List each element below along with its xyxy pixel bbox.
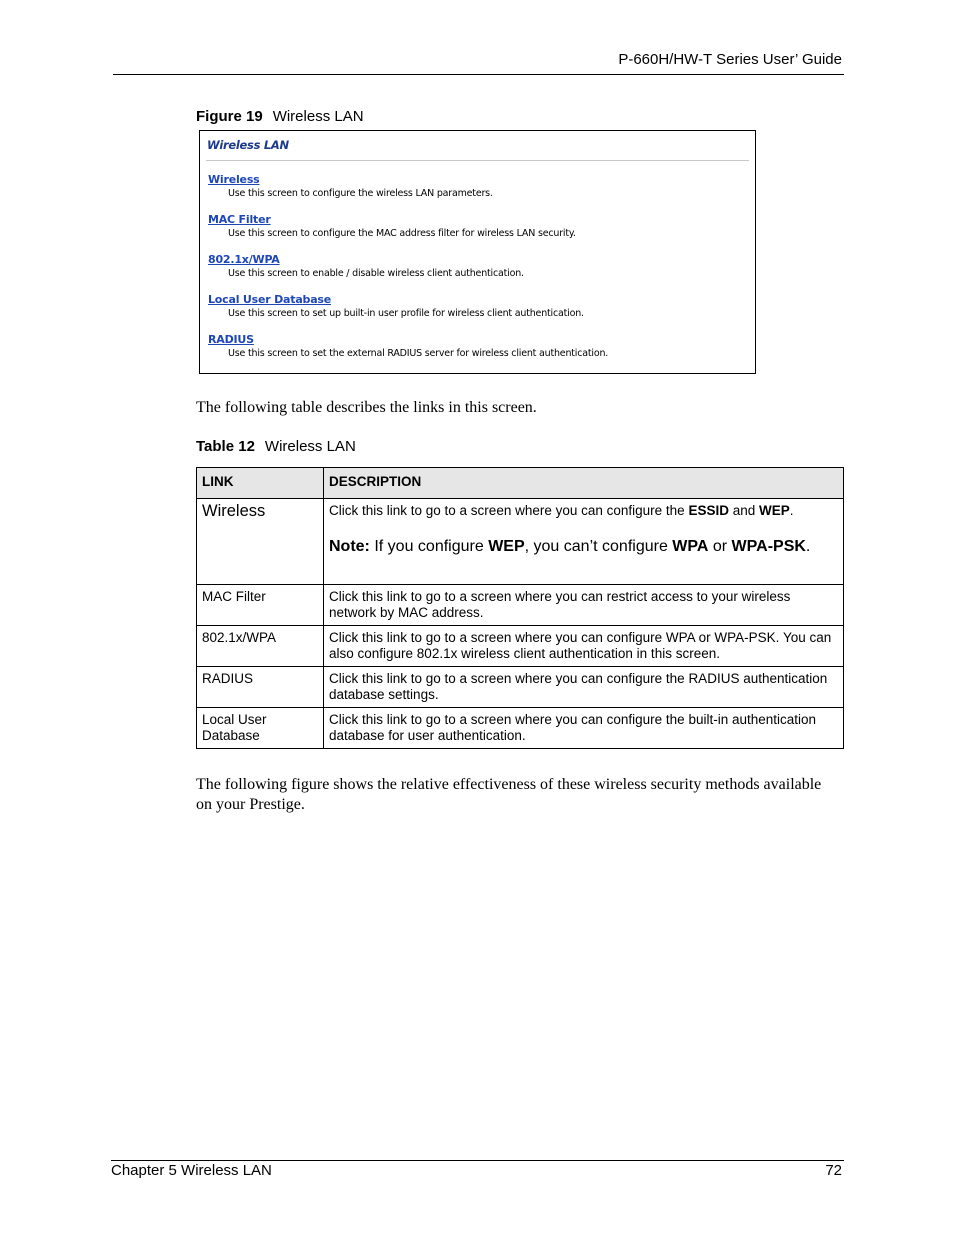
radius-link-description: Use this screen to set the external RADIUS server for wireless client authentication. [228,348,609,359]
mac-filter-link-description: Use this screen to configure the MAC address filter for wireless LAN security. [228,228,576,239]
description-cell [324,499,844,585]
table-row [197,499,844,585]
header-divider [113,74,844,75]
menu-item-radius [208,333,608,359]
screen-divider [206,160,749,161]
link-name: Local User Database [202,712,267,743]
link-cell: MAC Filter [197,585,324,626]
menu-item-8021x-wpa [208,253,524,279]
footer-divider [111,1160,844,1161]
figure-title: Wireless LAN [272,108,364,125]
column-header-description: DESCRIPTION [324,468,844,499]
column-header-link: LINK [197,468,324,499]
radius-link[interactable]: RADIUS [208,333,254,346]
description-text: Click this link to go to a screen where you can configure the ESSID and WEP. [329,503,794,518]
wireless-lan-screenshot [199,130,756,374]
outro-paragraph: The following figure shows the relative effectiveness of these wireless security methods available on your Prestige. [196,776,822,813]
table-row [197,626,844,667]
note-label: Note: [329,538,370,555]
wireless-link[interactable]: Wireless [208,173,260,186]
wireless-lan-table [196,467,844,749]
table-row [197,667,844,708]
local-user-database-link-description: Use this screen to set up built-in user profile for wireless client authentication. [228,308,584,319]
table-title: Wireless LAN [264,438,356,455]
menu-item-mac-filter [208,213,576,239]
table-number: Table 12 [196,438,255,455]
8021x-wpa-link[interactable]: 802.1x/WPA [208,253,280,266]
guide-title: P-660H/HW-T Series User’ Guide [618,51,842,68]
description-cell: Click this link to go to a screen where you can configure WPA or WPA-PSK. You can also configure 802.1x wireless client authentication in this screen. [324,626,844,667]
screen-title: Wireless LAN [207,138,289,152]
intro-paragraph: The following table describes the links in this screen. [196,399,537,416]
link-cell [197,708,324,749]
link-cell: RADIUS [197,667,324,708]
8021x-wpa-link-description: Use this screen to enable / disable wireless client authentication. [228,268,524,279]
description-cell: Click this link to go to a screen where you can configure the built-in authentication database for user authentication. [324,708,844,749]
description-cell: Click this link to go to a screen where you can restrict access to your wireless network by MAC address. [324,585,844,626]
wireless-link-description: Use this screen to configure the wireless LAN parameters. [228,188,493,199]
page-number: 72 [825,1162,842,1179]
table-caption [196,438,356,455]
table-row [197,585,844,626]
table-header-row [197,468,844,499]
table-row [197,708,844,749]
link-cell [197,499,324,585]
local-user-database-link[interactable]: Local User Database [208,293,332,306]
figure-number: Figure 19 [196,108,263,125]
link-cell: 802.1x/WPA [197,626,324,667]
chapter-title: Chapter 5 Wireless LAN [111,1162,272,1179]
description-cell: Click this link to go to a screen where you can configure the RADIUS authentication database settings. [324,667,844,708]
link-name: Wireless [202,502,266,520]
mac-filter-link[interactable]: MAC Filter [208,213,271,226]
note: Note: If you configure WEP, you can’t configure WPA or WPA-PSK. [329,538,811,555]
figure-caption [196,108,364,125]
menu-item-wireless [208,173,493,199]
menu-item-local-user-database [208,293,584,319]
